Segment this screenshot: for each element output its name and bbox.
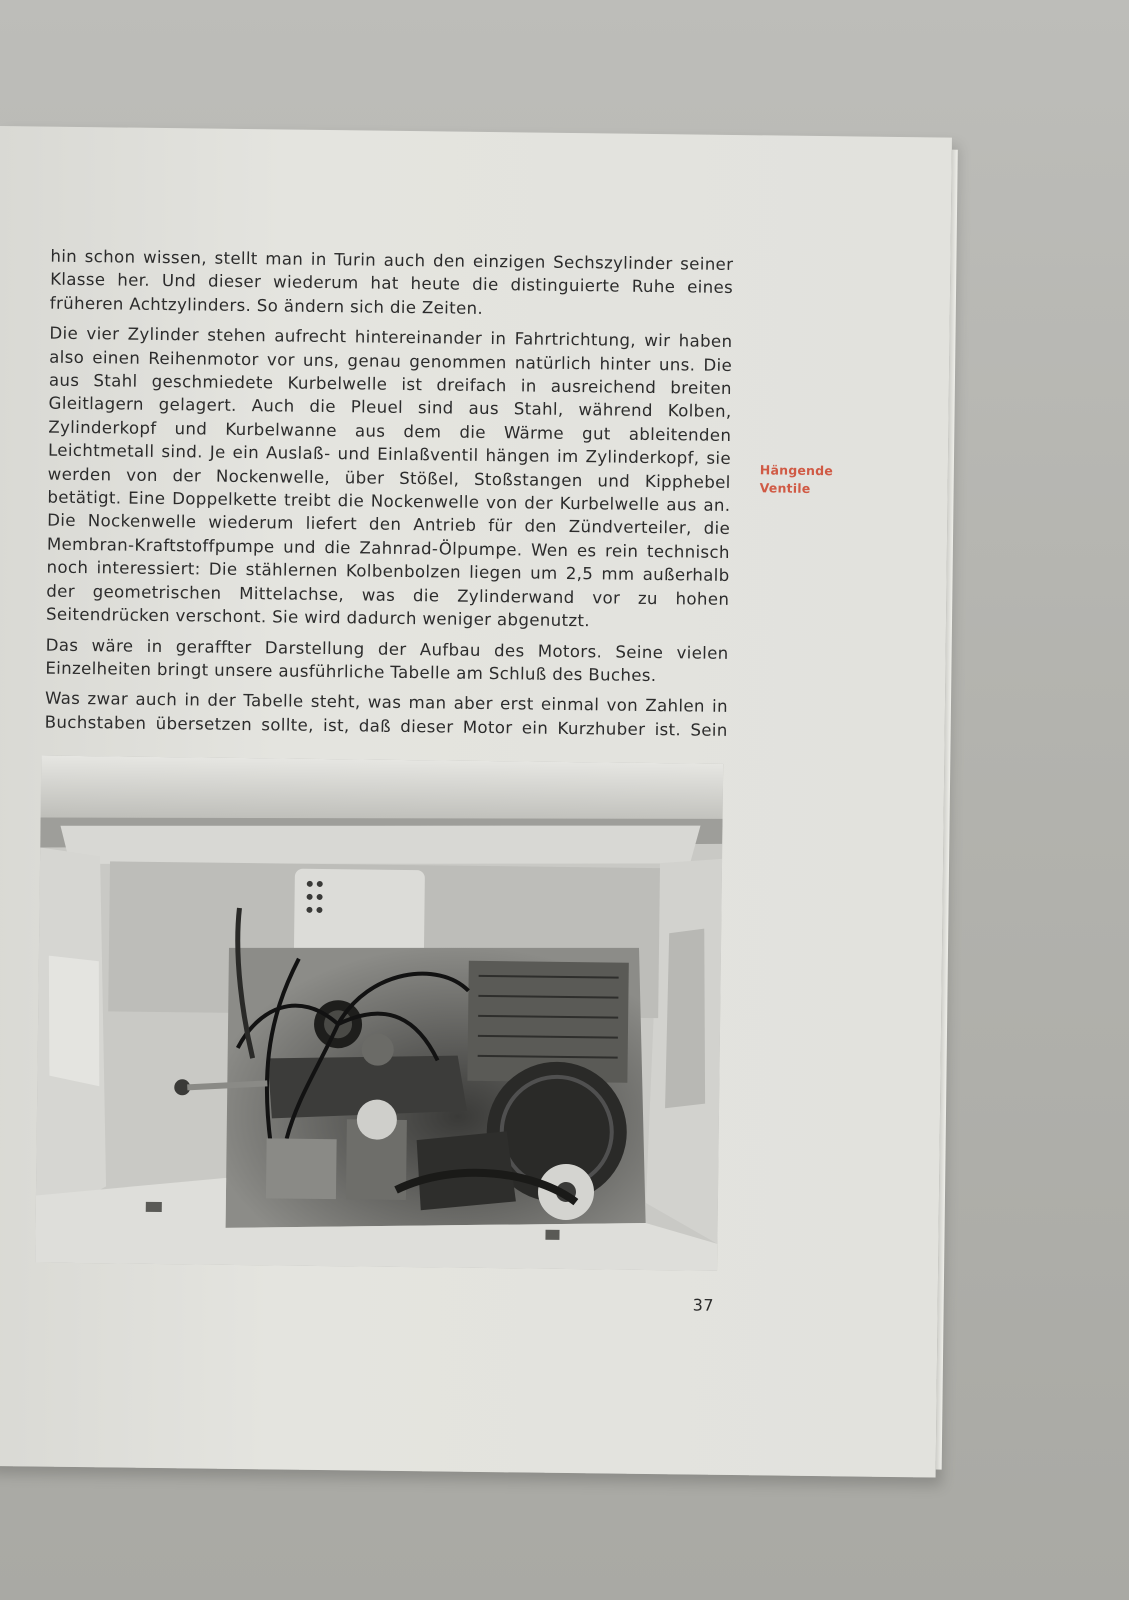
engine-photo xyxy=(35,756,723,1271)
paragraph-3: Das wäre in geraffter Darstellung der Aufbau des Motors. Seine vielen Einzelheiten bringt unsere ausführliche Tabelle am Schluß des Buches. xyxy=(45,635,729,685)
margin-note-line-1: Hängende xyxy=(759,462,834,479)
book-page xyxy=(0,126,952,1478)
margin-note-line-2: Ventile xyxy=(759,480,811,496)
paragraph-4: Was zwar auch in der Tabelle steht, was man aber erst einmal von Zahlen in Buchstaben übersetzen sollte, ist, daß dieser Motor ein Kurzhuber ist. Sein xyxy=(44,688,729,740)
page-number: 37 xyxy=(692,1295,715,1315)
page-edge xyxy=(936,150,958,1470)
paragraph-1: hin schon wissen, stellt man in Turin auch den einzigen Sechszylinder seiner Klasse her. Und dieser wiederum hat heute die distinguierte Ruhe eines früheren Achtzylinders. So ändern sich die Zeiten. xyxy=(49,246,734,318)
paragraph-2: Die vier Zylinder stehen aufrecht hintereinander in Fahrtrichtung, wir haben also einen Reihenmotor vor uns, genau genommen natürlich hinter uns. Die aus Stahl geschmiedete Kurbelwelle ist dreifach in ausreichend breiten Gleitlagern gelagert. Auch die Pleuel sind aus Stahl, während Kolben, Zylinderkopf und Kurbelwanne aus dem die Wärme gut ableitenden Leichtmetall sind. Je ein Auslaß- und Einlaßventil hängen im Zylinderkopf, sie werden von der Nockenwelle, über Stößel, Stoßstangen und Kipphebel betätigt. Eine Doppelkette treibt die Nockenwelle von der Kurbelwelle aus an. Die Nockenwelle wiederum liefert den Antrieb für den Zündverteiler, die Membran-Kraftstoffpumpe und die Zahnrad-Ölpumpe. Wen es rein technisch noch interessiert: Die stählernen Kolbenbolzen liegen um 2,5 mm außerhalb der geometrischen Mittelachse, was die Zylinderwand vor zu hohen Seitendrücken verschont. Sie wird dadurch weniger abgenutzt. xyxy=(45,323,733,631)
body-text xyxy=(44,245,733,749)
margin-note xyxy=(760,461,834,498)
engine-photo-illustration xyxy=(35,756,723,1271)
